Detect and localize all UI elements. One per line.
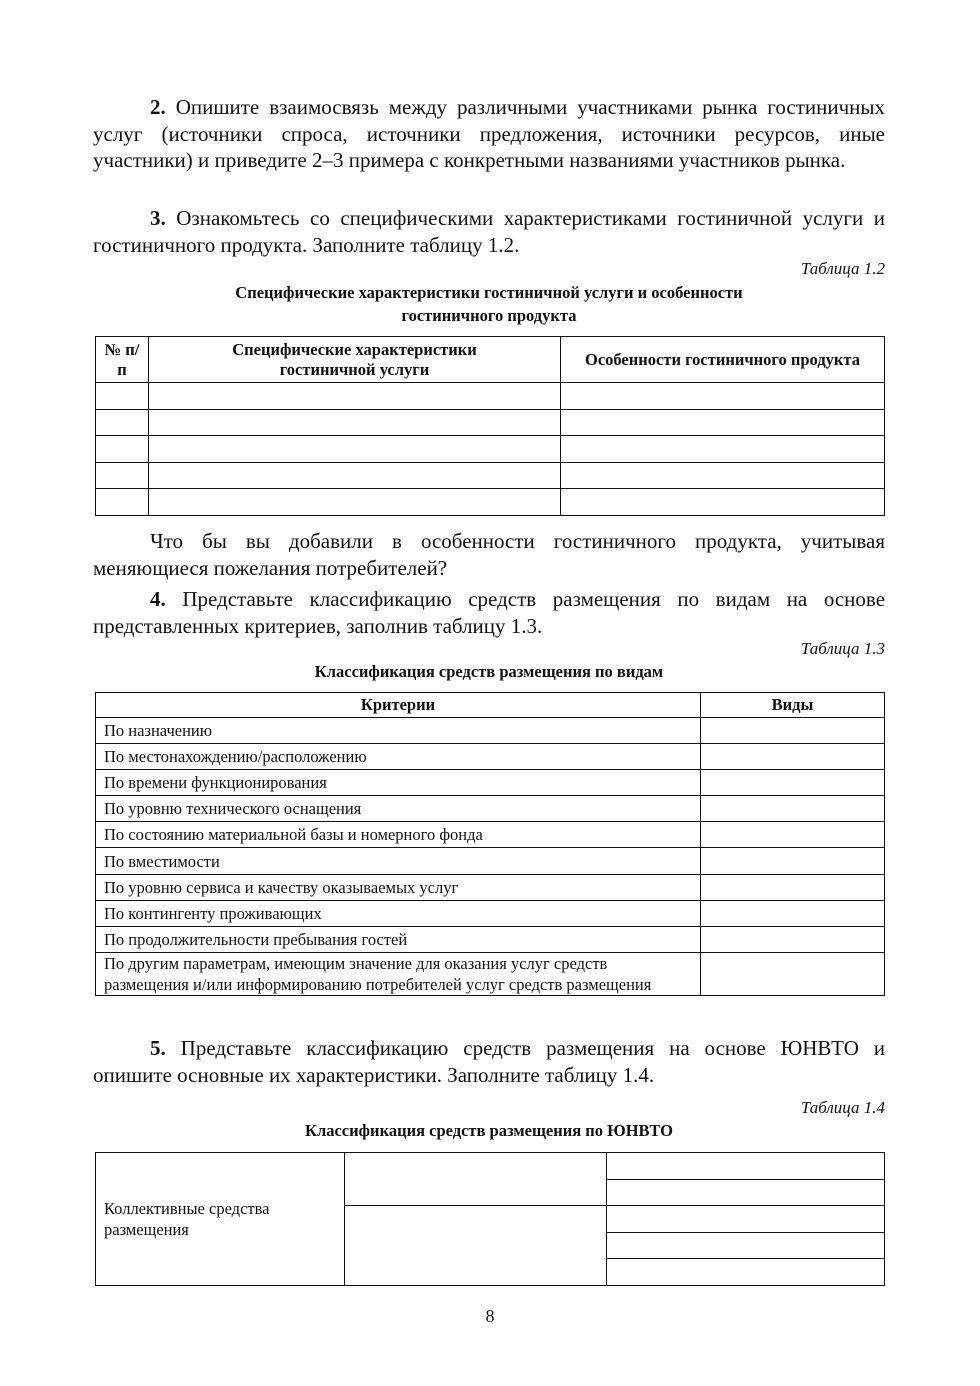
cell[interactable] bbox=[607, 1232, 885, 1259]
question-number: 3. bbox=[150, 206, 166, 230]
types-cell[interactable] bbox=[701, 718, 885, 744]
question-5 bbox=[93, 1035, 885, 1088]
criteria-cell: По уровню сервиса и качеству оказываемых услуг bbox=[96, 874, 701, 900]
cell[interactable] bbox=[96, 383, 149, 410]
cell[interactable] bbox=[345, 1153, 607, 1206]
criteria-cell: По времени функционирования bbox=[96, 770, 701, 796]
criteria-cell: По состоянию материальной базы и номерного фонда bbox=[96, 822, 701, 848]
cell[interactable] bbox=[96, 409, 149, 436]
cell[interactable] bbox=[149, 489, 561, 516]
table-title-line: гостиничного продукта bbox=[401, 306, 577, 325]
cell[interactable] bbox=[561, 489, 885, 516]
table-row bbox=[96, 770, 885, 796]
cell[interactable] bbox=[149, 383, 561, 410]
table-row bbox=[96, 796, 885, 822]
table-row bbox=[96, 822, 885, 848]
criteria-cell: По вместимости bbox=[96, 848, 701, 874]
types-cell[interactable] bbox=[701, 770, 885, 796]
question-2 bbox=[93, 94, 885, 174]
question-3-followup: Что бы вы добавили в особенности гостиничного продукта, учитывая меняющиеся пожелания потребителей? bbox=[93, 529, 885, 580]
table-row bbox=[96, 744, 885, 770]
types-cell[interactable] bbox=[701, 926, 885, 952]
cell[interactable] bbox=[607, 1206, 885, 1233]
types-cell[interactable] bbox=[701, 744, 885, 770]
cell[interactable] bbox=[96, 462, 149, 489]
question-number: 5. bbox=[150, 1036, 166, 1060]
cell[interactable] bbox=[96, 436, 149, 463]
question-number: 2. bbox=[150, 95, 166, 119]
page-number: 8 bbox=[485, 1306, 495, 1326]
cell[interactable] bbox=[561, 383, 885, 410]
header-number: № п/п bbox=[96, 337, 149, 383]
question-text: Ознакомьтесь со специфическими характеристиками гостиничной услуги и гостиничного продукта. Заполните таблицу 1.2. bbox=[93, 206, 886, 257]
table-row bbox=[96, 462, 885, 489]
row-label-collective: Коллективные средства размещения bbox=[96, 1153, 345, 1286]
table-row bbox=[96, 926, 885, 952]
table-title bbox=[93, 281, 885, 327]
table-row bbox=[96, 409, 885, 436]
cell[interactable] bbox=[345, 1206, 607, 1286]
question-3 bbox=[93, 205, 885, 258]
table-1-3 bbox=[95, 692, 885, 996]
cell[interactable] bbox=[561, 462, 885, 489]
table-row bbox=[96, 489, 885, 516]
table-row bbox=[96, 848, 885, 874]
table-row bbox=[96, 952, 885, 995]
types-cell[interactable] bbox=[701, 848, 885, 874]
cell[interactable] bbox=[96, 489, 149, 516]
question-text: Опишите взаимосвязь между различными участниками рынка гостиничных услуг (источники спроса, источники предложения, источники ресурсов, иные участники) и приведите 2–3 примера с конкретными названиями участников рынка. bbox=[93, 95, 885, 172]
criteria-cell: По уровню технического оснащения bbox=[96, 796, 701, 822]
table-row bbox=[96, 900, 885, 926]
table-row bbox=[96, 436, 885, 463]
table-title: Классификация средств размещения по ЮНВТО bbox=[305, 1121, 673, 1140]
cell[interactable] bbox=[149, 462, 561, 489]
question-number: 4. bbox=[150, 587, 166, 611]
table-label: Таблица 1.2 bbox=[800, 259, 885, 278]
criteria-cell: По местонахождению/расположению bbox=[96, 744, 701, 770]
types-cell[interactable] bbox=[701, 952, 885, 995]
types-cell[interactable] bbox=[701, 822, 885, 848]
criteria-cell: По назначению bbox=[96, 718, 701, 744]
question-4 bbox=[93, 586, 885, 639]
question-text: Представьте классификацию средств размещения на основе ЮНВТО и опишите основные их характеристики. Заполните таблицу 1.4. bbox=[93, 1036, 886, 1087]
table-row bbox=[96, 874, 885, 900]
header-characteristics: Специфические характеристики гостиничной услуги bbox=[149, 337, 561, 383]
cell[interactable] bbox=[607, 1259, 885, 1286]
types-cell[interactable] bbox=[701, 796, 885, 822]
cell[interactable] bbox=[561, 436, 885, 463]
table-title: Классификация средств размещения по видам bbox=[314, 662, 664, 681]
table-1-4 bbox=[95, 1152, 885, 1286]
table-title-line: Специфические характеристики гостиничной услуги и особенности bbox=[235, 283, 743, 302]
cell[interactable] bbox=[149, 409, 561, 436]
header-types: Виды bbox=[701, 693, 885, 718]
types-cell[interactable] bbox=[701, 900, 885, 926]
table-row bbox=[96, 718, 885, 744]
table-label: Таблица 1.3 bbox=[800, 639, 885, 658]
criteria-cell: По продолжительности пребывания гостей bbox=[96, 926, 701, 952]
header-features: Особенности гостиничного продукта bbox=[561, 337, 885, 383]
table-1-2 bbox=[95, 336, 885, 516]
cell[interactable] bbox=[561, 409, 885, 436]
cell[interactable] bbox=[607, 1153, 885, 1180]
criteria-cell: По контингенту проживающих bbox=[96, 900, 701, 926]
table-row bbox=[96, 383, 885, 410]
cell[interactable] bbox=[607, 1179, 885, 1206]
cell[interactable] bbox=[149, 436, 561, 463]
table-label: Таблица 1.4 bbox=[800, 1098, 885, 1117]
types-cell[interactable] bbox=[701, 874, 885, 900]
criteria-cell: По другим параметрам, имеющим значение для оказания услуг средств размещения и/или информированию потребителей услуг средств размещения bbox=[96, 952, 701, 995]
header-criteria: Критерии bbox=[96, 693, 701, 718]
question-text: Представьте классификацию средств размещения по видам на основе представленных критериев, заполнив таблицу 1.3. bbox=[93, 587, 886, 638]
